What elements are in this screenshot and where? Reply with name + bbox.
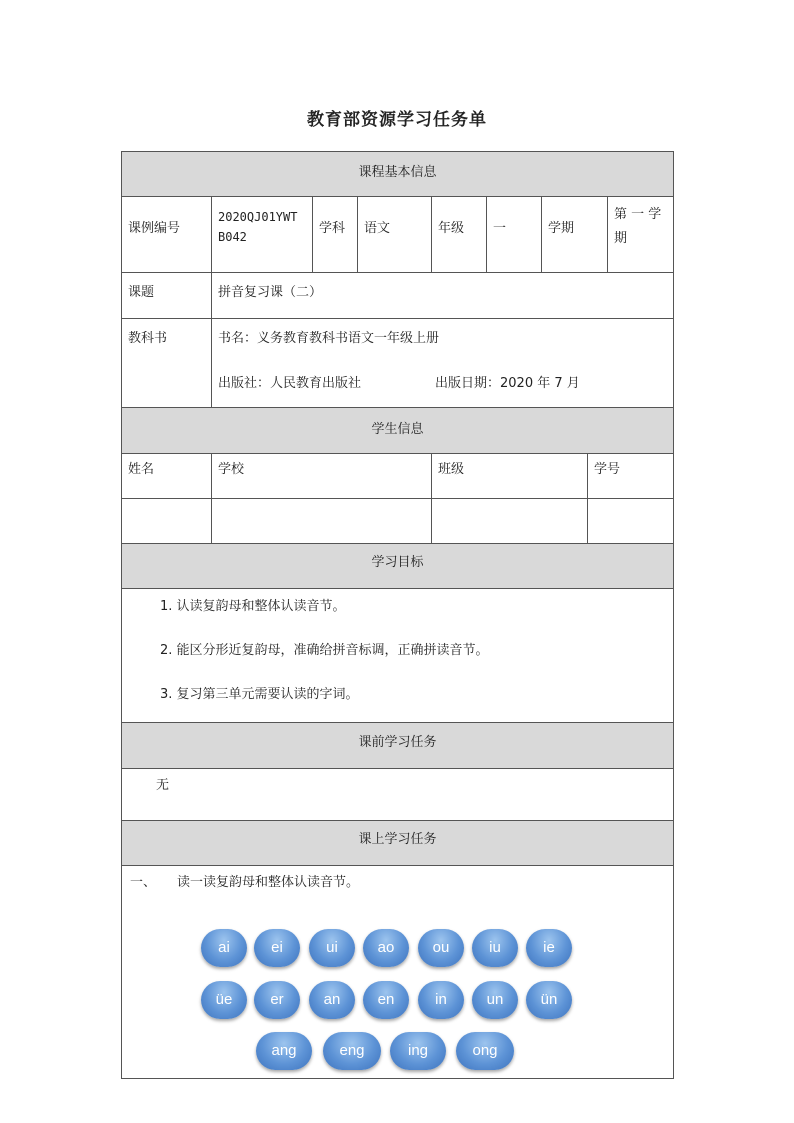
pinyin-button-ao[interactable]: ao <box>363 929 409 967</box>
pinyin-button-ong[interactable]: ong <box>456 1032 514 1070</box>
class-task-header: 课上学习任务 <box>358 832 437 847</box>
pinyin-button-ue[interactable]: üe <box>201 981 247 1019</box>
code-line-2: B042 <box>218 230 247 244</box>
goal-item-3: 3. 复习第三单元需要认读的字词。 <box>160 687 359 702</box>
goal-item-1: 1. 认读复韵母和整体认读音节。 <box>160 599 346 614</box>
pinyin-button-ing[interactable]: ing <box>390 1032 446 1070</box>
pre-task-content: 无 <box>156 778 170 793</box>
publisher: 出版社：人民教育出版社 <box>218 376 362 391</box>
course-meta-row <box>122 197 673 273</box>
pinyin-button-ou[interactable]: ou <box>418 929 464 967</box>
textbook-label: 教科书 <box>122 319 212 407</box>
term-line-1: 第 一 学 <box>614 207 662 222</box>
class-task-header-row <box>122 821 673 866</box>
pre-task-header: 课前学习任务 <box>358 735 437 750</box>
code-line-1: 2020QJ01YWT <box>218 210 298 224</box>
pinyin-button-ie[interactable]: ie <box>526 929 572 967</box>
pre-task-content-row <box>122 769 673 821</box>
student-id-label: 学号 <box>594 462 621 477</box>
code-value <box>212 197 313 272</box>
pinyin-button-an[interactable]: an <box>309 981 355 1019</box>
task-sheet-table <box>121 151 674 1079</box>
textbook-info <box>212 319 673 407</box>
grade-value: 一 <box>487 197 542 272</box>
topic-row <box>122 273 673 319</box>
goal-item-2: 2. 能区分形近复韵母，准确给拼音标调，正确拼读音节。 <box>160 643 489 658</box>
student-info-header-row <box>122 408 673 454</box>
term-label: 学期 <box>542 197 608 272</box>
class-field[interactable] <box>432 499 588 543</box>
pinyin-button-eng[interactable]: eng <box>323 1032 381 1070</box>
basic-info-header: 课程基本信息 <box>358 165 437 180</box>
name-field[interactable] <box>122 499 212 543</box>
pinyin-button-ui[interactable]: ui <box>309 929 355 967</box>
pinyin-button-un[interactable]: un <box>472 981 518 1019</box>
pinyin-button-er[interactable]: er <box>254 981 300 1019</box>
goals-content-row <box>122 589 673 723</box>
pinyin-button-en[interactable]: en <box>363 981 409 1019</box>
name-label: 姓名 <box>122 454 212 498</box>
textbook-name: 书名：义务教育教科书语文一年级上册 <box>218 331 440 346</box>
task-item-1-number: 一、 <box>130 875 157 890</box>
term-line-2: 期 <box>614 231 628 246</box>
subject-label: 学科 <box>313 197 358 272</box>
student-info-header: 学生信息 <box>371 422 424 437</box>
student-id-field[interactable] <box>588 499 673 543</box>
pinyin-button-ei[interactable]: ei <box>254 929 300 967</box>
goals-header-row <box>122 544 673 589</box>
code-label: 课例编号 <box>122 197 212 272</box>
publish-date: 出版日期：2020 年 7 月 <box>435 376 580 391</box>
pinyin-button-iu[interactable]: iu <box>472 929 518 967</box>
student-label-row <box>122 454 673 499</box>
school-label: 学校 <box>212 454 432 498</box>
class-task-content <box>122 866 673 1078</box>
textbook-row <box>122 319 673 408</box>
goals-header: 学习目标 <box>371 555 424 570</box>
basic-info-header-row <box>122 152 673 197</box>
school-field[interactable] <box>212 499 432 543</box>
term-value <box>608 197 673 272</box>
page-title: 教育部资源学习任务单 <box>307 110 487 130</box>
student-input-row <box>122 499 673 544</box>
grade-label: 年级 <box>432 197 487 272</box>
pinyin-button-uen[interactable]: ün <box>526 981 572 1019</box>
task-item-1-text: 读一读复韵母和整体认读音节。 <box>177 875 360 890</box>
topic-label: 课题 <box>122 273 212 318</box>
class-label: 班级 <box>432 454 588 498</box>
pinyin-button-ang[interactable]: ang <box>256 1032 312 1070</box>
pinyin-button-in[interactable]: in <box>418 981 464 1019</box>
topic-value: 拼音复习课（二） <box>218 285 323 300</box>
subject-value: 语文 <box>358 197 432 272</box>
pre-task-header-row <box>122 723 673 769</box>
pinyin-button-ai[interactable]: ai <box>201 929 247 967</box>
